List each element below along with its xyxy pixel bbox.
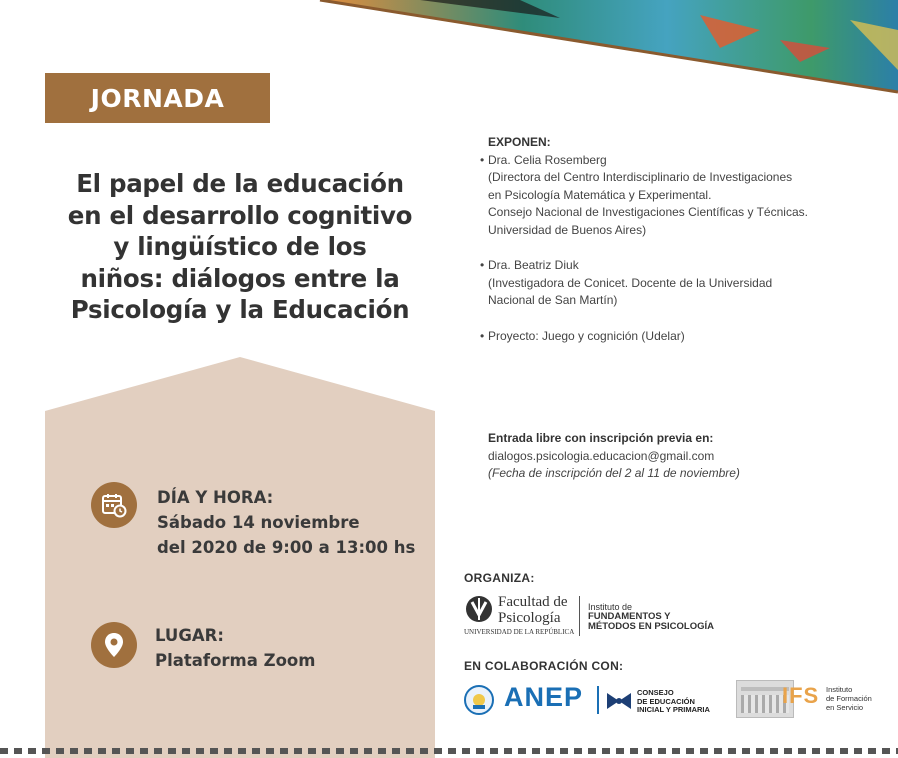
ceip-bow-icon (605, 689, 633, 713)
event-type-tag: JORNADA (45, 73, 270, 123)
speaker-detail: (Investigadora de Conicet. Docente de la Universidad (488, 275, 773, 290)
collaboration-logos (464, 680, 884, 722)
ifs-logo: IFS (782, 683, 820, 708)
speaker-item (480, 257, 880, 310)
speakers-heading: EXPONEN: (488, 135, 551, 149)
speaker-name: Dra. Beatriz Diuk (488, 258, 579, 272)
institute-name-line-1: FUNDAMENTOS Y (588, 611, 671, 622)
title-line: en el desarrollo cognitivo (67, 200, 413, 230)
speaker-detail: Nacional de San Martín) (488, 293, 618, 307)
faculty-name-line-1: Facultad de (498, 594, 568, 610)
bullet-icon: • (480, 328, 485, 343)
bullet-icon: • (480, 152, 485, 167)
calendar-clock-icon (91, 482, 137, 528)
registration-heading: Entrada libre con inscripción previa en: (488, 431, 714, 445)
ifs-name-line-3: en Servicio (826, 703, 864, 712)
dashed-border (0, 748, 898, 754)
place-label: LUGAR: (155, 626, 224, 645)
speaker-item (480, 328, 880, 346)
speakers-section (480, 134, 880, 345)
registration-email[interactable]: dialogos.psicologia.educacion@gmail.com (488, 448, 715, 463)
institute-name-line-2: MÉTODOS EN PSICOLOGÍA (588, 621, 714, 632)
speaker-detail: Universidad de Buenos Aires) (488, 222, 647, 237)
place-block (91, 622, 315, 673)
ceip-name-line-3: INICIAL Y PRIMARIA (637, 705, 710, 714)
speaker-item (480, 152, 880, 240)
university-name: UNIVERSIDAD DE LA REPÚBLICA (464, 628, 575, 636)
ifs-name-line-2: de Formación (826, 694, 872, 703)
speaker-name: Proyecto: Juego y cognición (Udelar) (488, 328, 685, 343)
title-line: Psicología y la Educación (70, 295, 410, 324)
organizer-logos (464, 594, 764, 640)
date-time-block (91, 482, 415, 560)
speaker-detail: Consejo Nacional de Investigaciones Científicas y Técnicas. (488, 205, 808, 219)
organizer-heading: ORGANIZA: (464, 571, 535, 585)
title-line: El papel de la educación (76, 169, 404, 198)
anep-logo: ANEP (504, 682, 584, 712)
institute-prefix: Instituto de (588, 602, 633, 612)
psychology-faculty-logo-icon (464, 595, 494, 623)
ceip-name-line-2: DE EDUCACIÓN (637, 696, 695, 706)
date-label: DÍA Y HORA: (157, 488, 274, 507)
speaker-name: Dra. Celia Rosemberg (488, 152, 607, 167)
logo-divider (579, 596, 580, 636)
uruguay-emblem-icon (464, 685, 494, 715)
collaboration-heading: EN COLABORACIÓN CON: (464, 659, 624, 673)
date-line-1: Sábado 14 noviembre (157, 513, 360, 532)
registration-dates: (Fecha de inscripción del 2 al 11 de noviembre) (488, 466, 740, 480)
place-value: Plataforma Zoom (155, 651, 316, 670)
date-line-2: del 2020 de 9:00 a 13:00 hs (157, 538, 416, 557)
registration-section (488, 430, 888, 483)
ifs-name-line-1: Instituto (826, 685, 853, 694)
location-pin-icon (91, 622, 137, 668)
title-line: niños: diálogos entre la (80, 263, 400, 293)
bullet-icon: • (480, 258, 485, 272)
ceip-name-line-1: CONSEJO (637, 688, 674, 697)
event-title (45, 168, 435, 326)
speaker-detail: en Psicología Matemática y Experimental. (488, 187, 712, 202)
faculty-name-line-2: Psicología (498, 610, 561, 626)
speaker-detail: (Directora del Centro Interdisciplinario de Investigaciones (488, 170, 793, 184)
title-line: y lingüístico de los (113, 232, 367, 261)
logo-divider (597, 686, 599, 714)
